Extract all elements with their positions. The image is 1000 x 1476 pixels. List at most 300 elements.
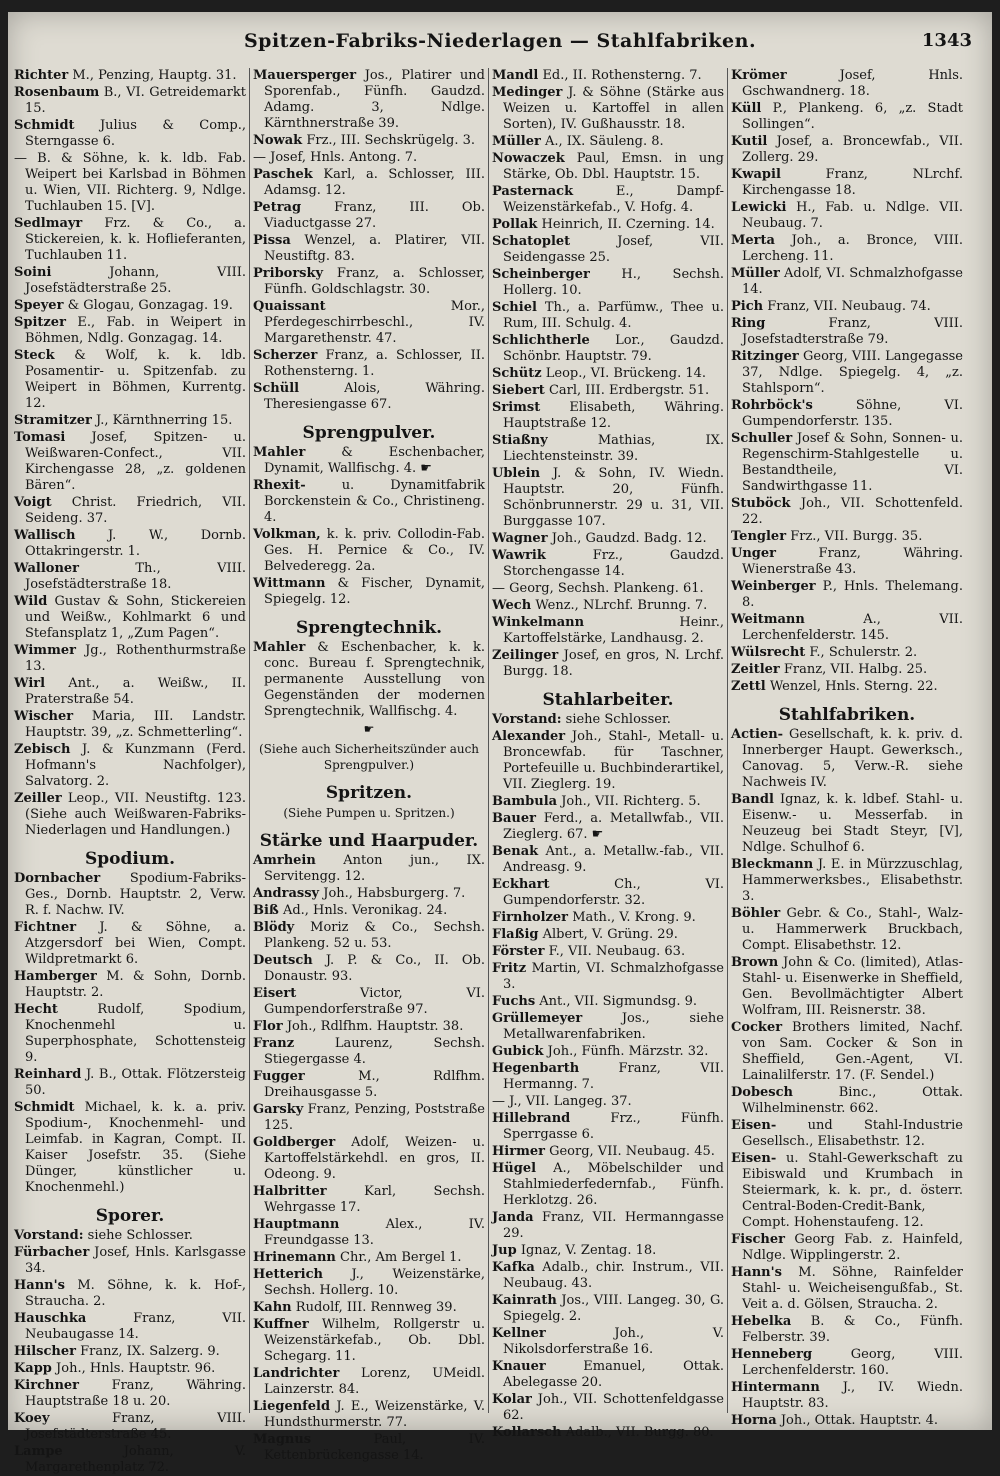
directory-entry	[253, 1317, 485, 1365]
entry-details: J. & Söhne, a. Atzgersdorf bei Wien, Compt. Wildpretmarkt 6.	[25, 920, 246, 967]
directory-entry	[253, 233, 485, 265]
entry-details: Franz, VII. Hermanng. 7.	[503, 1061, 724, 1092]
entry-name: Schuller	[731, 431, 793, 446]
entry-details: M. & Sohn, Dornb. Hauptstr. 2.	[25, 969, 246, 1000]
entry-details: A., VII. Lerchenfelderstr. 145.	[742, 612, 963, 643]
entry-details: Josef, VII. Seidengasse 25.	[503, 234, 724, 265]
entry-name: Eisen-	[731, 1118, 777, 1133]
entry-details: Christ. Friedrich, VII. Seideng. 37.	[25, 495, 246, 526]
entry-name: Förster	[492, 944, 545, 959]
entry-details: E., Dampf-Weizenstärkefab., V. Hofg. 4.	[503, 184, 724, 215]
entry-details: Söhne, VI. Gumpendorferstr. 135.	[742, 398, 963, 429]
entry-details: Joh., a. Bronce, VIII. Lercheng. 11.	[742, 233, 963, 264]
directory-entry	[14, 1311, 246, 1343]
entry-details: Mathias, IX. Liechtensteinstr. 39.	[503, 433, 724, 464]
entry-details: Adolf, VI. Schmalzhofgasse 14.	[742, 266, 963, 297]
directory-entry	[731, 1413, 963, 1429]
entry-name: Biß	[253, 903, 279, 918]
directory-entry	[253, 348, 485, 380]
entry-name: Flor	[253, 1019, 283, 1034]
section-heading: Spodium.	[84, 849, 176, 869]
entry-name: Pich	[731, 299, 764, 314]
directory-entry	[492, 615, 724, 647]
directory-entry	[492, 366, 724, 382]
entry-details: Joh., Rdlfhm. Hauptstr. 38.	[286, 1019, 464, 1034]
entry-name: Voigt	[14, 495, 52, 510]
entry-details: H., Fab. u. Ndlge. VII. Neubaug. 7.	[742, 200, 963, 231]
entry-details: Joh., VII. Richterg. 5.	[561, 794, 701, 809]
entry-details: J., Kärnthnerring 15.	[96, 413, 233, 428]
entry-name: Wawrik	[492, 548, 546, 563]
directory-entry	[253, 266, 485, 298]
directory-entry	[492, 927, 724, 943]
entry-details: Leop., VI. Brückeng. 14.	[545, 366, 707, 381]
entry-name: Scheinberger	[492, 267, 590, 282]
directory-entry	[492, 1326, 724, 1358]
entry-name: Hann's	[14, 1278, 65, 1293]
entry-name: Walloner	[14, 561, 80, 576]
entry-details: Spodium-Fabriks-Ges., Dornb. Hauptstr. 2, Verw. R. f. Nachw. IV.	[25, 871, 246, 918]
directory-entry	[492, 994, 724, 1010]
entry-name: Mauersperger	[253, 68, 357, 83]
section-heading: Stahlarbeiter.	[542, 690, 674, 710]
entry-name: Weitmann	[731, 612, 805, 627]
column-rule	[249, 68, 250, 1413]
entry-details: Frz. & Co., a. Stickereien, k. k. Hoflieferanten, Tuchlauben 11.	[25, 216, 246, 263]
entry-name: Magnus	[253, 1432, 312, 1447]
directory-entry	[731, 134, 963, 166]
entry-name: Bauer	[492, 811, 536, 826]
entry-name: Mahler	[253, 445, 306, 460]
entry-details: & Glogau, Gonzagag. 19.	[67, 298, 233, 313]
section-heading: Stärke und Haarpuder.	[259, 831, 479, 851]
entry-details: & Eschenbacher, k. k. conc. Bureau f. Sprengtechnik, permanente Ausstellung von Gegenständen der modernen Sprengtechnik, Wallfischg. 4.	[264, 640, 485, 719]
entry-details: Wenzel, a. Platirer, VII. Neustiftg. 83.	[264, 233, 485, 264]
entry-name: Reinhard	[14, 1067, 82, 1082]
entry-details: Rudolf, III. Rennweg 39.	[295, 1300, 457, 1315]
directory-entry	[731, 662, 963, 678]
directory-entry	[731, 579, 963, 611]
entry-details: Joh., Fünfh. Märzstr. 32.	[547, 1044, 709, 1059]
directory-entry	[253, 1102, 485, 1134]
entry-name: Pollak	[492, 217, 538, 232]
entry-details: Elisabeth, Währing. Hauptstraße 12.	[503, 400, 724, 431]
entry-name: Lampe	[14, 1444, 63, 1459]
entry-name: Eisert	[253, 986, 297, 1001]
entry-details: Georg, VIII. Langegasse 37, Ndlge. Spiegelg. 4, „z. Stahlsporn“.	[742, 349, 963, 396]
entry-name: Kafka	[492, 1260, 535, 1275]
directory-entry	[731, 200, 963, 232]
entry-details: Josef, Hnls. Gschwandnerg. 18.	[742, 68, 963, 99]
entry-details: Ant., a. Metallw.-fab., VII. Andreasg. 9.	[503, 844, 724, 875]
cross-reference-note: ☛	[363, 722, 375, 736]
directory-entry	[731, 233, 963, 265]
cross-reference-note: (Siehe auch Sicherheitszünder auch Sprengpulver.)	[258, 742, 480, 772]
entry-details: P., Hnls. Thelemang. 8.	[742, 579, 963, 610]
directory-entry	[492, 1359, 724, 1391]
entry-details: — Josef, Hnls. Antong. 7.	[253, 150, 418, 165]
entry-name: Knauer	[492, 1359, 546, 1374]
entry-details: Wenz., NLrchf. Brunng. 7.	[535, 598, 708, 613]
entry-details: Adalb., VII. Burgg. 80.	[565, 1425, 714, 1440]
entry-name: Kollarsch	[492, 1425, 562, 1440]
entry-name: Merta	[731, 233, 775, 248]
directory-entry	[492, 548, 724, 580]
section-heading: Stahlfabriken.	[778, 705, 916, 725]
directory-entry	[492, 1243, 724, 1259]
entry-details: Franz, VII. Neubaugasse 14.	[25, 1311, 246, 1342]
entry-details: Adolf, Weizen- u. Kartoffelstärkehdl. en gros, II. Odeong. 9.	[264, 1135, 485, 1182]
directory-entry	[492, 184, 724, 216]
entry-name: Zeilinger	[492, 648, 559, 663]
entry-name: Quaissant	[253, 299, 326, 314]
entry-name: Amrhein	[253, 853, 316, 868]
directory-entry	[731, 266, 963, 298]
entry-name: Firnholzer	[492, 910, 569, 925]
entry-details: Franz, VII. Neubaug. 74.	[767, 299, 931, 314]
entry-details: Ed., II. Rothensterng. 7.	[542, 68, 702, 83]
entry-name: Garsky	[253, 1102, 304, 1117]
entry-name: Kolar	[492, 1392, 532, 1407]
entry-details: J. & Sohn, IV. Wiedn. Hauptstr. 20, Fünfh. Schönbrunnerstr. 29 u. 31, VII. Burggasse 107.	[503, 466, 724, 529]
directory-entry	[14, 430, 246, 494]
entry-details: Jg., Rothenthurmstraße 13.	[25, 643, 246, 674]
column-2	[253, 68, 486, 1463]
entry-name: Wallisch	[14, 528, 76, 543]
entry-name: Hegenbarth	[492, 1061, 580, 1076]
entry-details: M. Söhne, k. k. Hof-, Straucha. 2.	[25, 1278, 246, 1309]
section-heading: Sporer.	[95, 1206, 165, 1226]
entry-name: Sedlmayr	[14, 216, 83, 231]
entry-details: Franz, a. Schlosser, Fünfh. Goldschlagstr. 30.	[264, 266, 486, 297]
entry-details: J., IV. Wiedn. Hauptstr. 83.	[742, 1380, 963, 1411]
directory-entry	[253, 1135, 485, 1183]
entry-details: & Eschenbacher, Dynamit, Wallfischg. 4. ☛	[264, 445, 485, 476]
entry-details: Carl, III. Erdbergstr. 51.	[548, 383, 710, 398]
entry-name: Fugger	[253, 1069, 305, 1084]
entry-name: Hillebrand	[492, 1111, 571, 1126]
entry-name: Wülsrecht	[731, 645, 806, 660]
directory-entry	[14, 871, 246, 919]
entry-details: Ignaz, k. k. ldbef. Stahl- u. Eisenw.- u. Messerfab. in Neuzeug bei Stadt Steyr, [V], Ndlge. Schulhof 6.	[742, 792, 963, 855]
entry-details: Paul, Emsn. in ung Stärke, Ob. Dbl. Hauptstr. 15.	[503, 151, 724, 182]
entry-name: Vorstand:	[492, 712, 562, 727]
directory-entry	[492, 729, 724, 793]
entry-name: Rhexit-	[253, 478, 306, 493]
entry-name: Dobesch	[731, 1085, 793, 1100]
directory-entry	[492, 581, 724, 597]
directory-entry	[731, 316, 963, 348]
directory-entry	[14, 561, 246, 593]
directory-entry	[253, 903, 485, 919]
entry-details: B. & Co., Fünfh. Felberstr. 39.	[742, 1314, 963, 1345]
cross-reference-note: (Siehe Pumpen u. Spritzen.)	[283, 806, 455, 820]
entry-name: Hauschka	[14, 1311, 87, 1326]
directory-entry	[492, 68, 724, 84]
entry-details: A., IX. Säuleng. 8.	[544, 134, 664, 149]
entry-name: Petrag	[253, 200, 302, 215]
entry-details: Georg Fab. z. Hainfeld, Ndlge. Wipplingerstr. 2.	[742, 1232, 963, 1263]
entry-details: Karl, a. Schlosser, III. Adamsg. 12.	[264, 167, 485, 198]
entry-name: Deutsch	[253, 953, 313, 968]
entry-details: Wenzel, Hnls. Sterng. 22.	[769, 679, 938, 694]
entry-details: Brothers limited, Nachf. von Sam. Cocker & Son in Sheffield, Gen.-Agent, VI. Lainalilferstr. 17. (F. Sendel.)	[742, 1020, 964, 1083]
entry-details: Franz, VII. Halbg. 25.	[783, 662, 928, 677]
entry-name: Schatoplet	[492, 234, 571, 249]
entry-details: Joh., Gaudzd. Badg. 12.	[551, 531, 707, 546]
entry-name: Kellner	[492, 1326, 546, 1341]
directory-entry	[492, 1392, 724, 1424]
entry-name: Speyer	[14, 298, 64, 313]
directory-entry	[14, 85, 246, 117]
entry-name: Stiaßny	[492, 433, 548, 448]
entry-name: Alexander	[492, 729, 566, 744]
entry-details: J. E. in Mürzzuschlag, Hammerwerksbes., Elisabethstr. 3.	[742, 857, 963, 904]
entry-name: Wimmer	[14, 643, 76, 658]
directory-entry	[14, 1245, 246, 1277]
entry-details: — J., VII. Langeg. 37.	[492, 1094, 632, 1109]
entry-name: Hann's	[731, 1265, 782, 1280]
directory-entry	[731, 1118, 963, 1150]
entry-name: Grüllemeyer	[492, 1011, 583, 1026]
directory-entry	[253, 167, 485, 199]
directory-entry	[14, 1002, 246, 1066]
entry-name: Kahn	[253, 1300, 292, 1315]
entry-details: Franz, VII. Hermanngasse 29.	[503, 1210, 724, 1241]
directory-entry	[14, 495, 246, 527]
entry-details: Adalb., chir. Instrum., VII. Neubaug. 43.	[503, 1260, 724, 1291]
entry-name: Wirl	[14, 676, 46, 691]
directory-entry	[253, 1366, 485, 1398]
directory-entry	[253, 1184, 485, 1216]
directory-entry	[492, 794, 724, 810]
directory-entry	[253, 853, 485, 885]
entry-name: Fritz	[492, 961, 527, 976]
entry-details: Joh., V. Nikolsdorferstraße 16.	[503, 1326, 724, 1357]
entry-details: Binc., Ottak. Wilhelminenstr. 662.	[742, 1085, 963, 1116]
entry-details: — Georg, Sechsh. Plankeng. 61.	[492, 581, 704, 596]
entry-name: Tomasi	[14, 430, 66, 445]
directory-entry	[492, 234, 724, 266]
entry-details: M. Söhne, Rainfelder Stahl- u. Weicheisengußfab., St. Veit a. d. Gölsen, Straucha. 2.	[742, 1265, 963, 1312]
column-rule	[727, 68, 728, 1413]
entry-details: J. P. & Co., II. Ob. Donaustr. 93.	[264, 953, 485, 984]
entry-name: Hebelka	[731, 1314, 792, 1329]
entry-details: J. E., Weizenstärke, V. Hundsthurmerstr. 77.	[264, 1399, 485, 1430]
directory-entry	[731, 68, 963, 100]
section-heading: Sprengpulver.	[302, 423, 436, 443]
entry-name: Nowaczek	[492, 151, 565, 166]
entry-details: Lor., Gaudzd. Schönbr. Hauptstr. 79.	[503, 333, 724, 364]
entry-details: M., Penzing, Hauptg. 31.	[72, 68, 237, 83]
entry-name: Scherzer	[253, 348, 318, 363]
directory-entry	[731, 546, 963, 578]
entry-name: Wech	[492, 598, 532, 613]
entry-details: Leop., VII. Neustiftg. 123. (Siehe auch Weißwaren-Fabriks-Niederlagen und Handlungen.)	[25, 791, 247, 838]
directory-entry	[492, 1044, 724, 1060]
entry-name: Zeitler	[731, 662, 780, 677]
entry-name: Hetterich	[253, 1267, 323, 1282]
entry-details: — B. & Söhne, k. k. ldb. Fab. Weipert bei Karlsbad in Böhmen u. Wien, VII. Richterg. 9, Ndlge. Tuchlauben 15. [V].	[14, 151, 246, 214]
entry-details: Ant., VII. Sigmundsg. 9.	[539, 994, 698, 1009]
entry-name: Kwapil	[731, 167, 781, 182]
directory-entry	[492, 844, 724, 876]
entry-details: Johann, V. Margarethenplatz 72.	[25, 1444, 246, 1475]
directory-entry	[253, 478, 485, 526]
entry-details: F., VII. Neubaug. 63.	[548, 944, 686, 959]
directory-entry	[492, 531, 724, 547]
entry-details: Chr., Am Bergel 1.	[340, 1250, 462, 1265]
entry-details: Frz., Gaudzd. Storchengasse 14.	[503, 548, 724, 579]
entry-details: Gesellschaft, k. k. priv. d. Innerberger Haupt. Gewerksch., Canovag. 5, Verw.-R. siehe Nachweis IV.	[742, 727, 963, 790]
directory-entry	[492, 85, 724, 133]
entry-details: Ferd., a. Metallwfab., VII. Zieglerg. 67. ☛	[503, 811, 724, 842]
entry-details: Math., V. Krong. 9.	[572, 910, 696, 925]
entry-name: Hauptmann	[253, 1217, 340, 1232]
entry-name: Hintermann	[731, 1380, 820, 1395]
entry-details: Joh., Habsburgerg. 7.	[323, 886, 466, 901]
entry-name: Soini	[14, 265, 52, 280]
entry-details: H., Sechsh. Hollerg. 10.	[503, 267, 724, 298]
entry-details: Th., VIII. Josefstädterstraße 18.	[25, 561, 246, 592]
entry-details: Joh., Ottak. Hauptstr. 4.	[780, 1413, 938, 1428]
entry-name: Liegenfeld	[253, 1399, 331, 1414]
directory-entry	[492, 300, 724, 332]
directory-entry	[14, 216, 246, 264]
directory-entry	[492, 151, 724, 183]
column-rule	[488, 68, 489, 1413]
column-1	[14, 68, 247, 1475]
directory-entry	[253, 1267, 485, 1299]
running-head: Spitzen-Fabriks-Niederlagen — Stahlfabriken.	[243, 30, 757, 52]
entry-details: & Fischer, Dynamit, Spiegelg. 12.	[264, 576, 485, 607]
directory-entry	[731, 398, 963, 430]
entry-name: Mahler	[253, 640, 306, 655]
directory-entry	[14, 348, 246, 412]
directory-entry	[253, 1019, 485, 1035]
entry-name: Benak	[492, 844, 539, 859]
entry-details: Emanuel, Ottak. Abelegasse 20.	[503, 1359, 724, 1390]
entry-name: Kutil	[731, 134, 768, 149]
entry-details: Ant., a. Weißw., II. Praterstraße 54.	[25, 676, 246, 707]
directory-entry	[14, 969, 246, 1001]
entry-name: Schlichtherle	[492, 333, 590, 348]
entry-name: Siebert	[492, 383, 545, 398]
directory-entry	[731, 1380, 963, 1412]
entry-name: Fuchs	[492, 994, 536, 1009]
section-heading: Spritzen.	[325, 783, 413, 803]
entry-details: Frz., III. Sechskrügelg. 3.	[306, 133, 476, 148]
entry-details: Joh., VII. Schottenfeld. 22.	[742, 496, 963, 527]
entry-details: Joh., Stahl-, Metall- u. Broncewfab. für Taschner, Portefeuille u. Buchbinderartikel, VII. Zieglerg. 19.	[503, 729, 724, 792]
entry-details: Ch., VI. Gumpendorferstr. 32.	[503, 877, 724, 908]
entry-name: Rosenbaum	[14, 85, 100, 100]
entry-name: Fürbacher	[14, 1245, 90, 1260]
directory-entry	[253, 886, 485, 902]
entry-name: Franz	[253, 1036, 295, 1051]
entry-details: u. Dynamitfabrik Borckenstein & Co., Christineng. 4.	[264, 478, 485, 525]
entry-details: Ad., Hnls. Veronikag. 24.	[282, 903, 448, 918]
entry-details: Franz, Währing. Hauptstraße 18 u. 20.	[25, 1378, 246, 1409]
entry-details: Joh., VII. Schottenfeldgasse 62.	[503, 1392, 724, 1423]
entry-name: Hrinemann	[253, 1250, 336, 1265]
directory-entry	[253, 381, 485, 413]
entry-name: Andrassy	[253, 886, 320, 901]
column-4	[731, 68, 964, 1428]
entry-name: Tengler	[731, 529, 787, 544]
entry-details: Frz., VII. Burgg. 35.	[790, 529, 923, 544]
directory-entry	[253, 1217, 485, 1249]
directory-entry	[731, 1314, 963, 1346]
directory-entry	[492, 466, 724, 530]
entry-name: Stuböck	[731, 496, 791, 511]
entry-name: Schmidt	[14, 118, 75, 133]
entry-name: Wagner	[492, 531, 548, 546]
entry-name: Landrichter	[253, 1366, 340, 1381]
directory-entry	[731, 857, 963, 905]
entry-details: & Wolf, k. k. ldb. Posamentir- u. Spitzenfab. zu Weipert in Böhmen, Kurrentg. 12.	[25, 348, 246, 411]
directory-entry	[492, 134, 724, 150]
directory-entry	[253, 1300, 485, 1316]
directory-entry	[731, 1347, 963, 1379]
directory-entry	[14, 1100, 246, 1196]
entry-details: Franz, a. Schlosser, II. Rothensterng. 1.	[264, 348, 485, 379]
entry-name: Müller	[731, 266, 780, 281]
entry-name: Unger	[731, 546, 776, 561]
entry-details: Georg, VII. Neubaug. 45.	[549, 1144, 715, 1159]
entry-details: J., Weizenstärke, Sechsh. Hollerg. 10.	[264, 1267, 485, 1298]
directory-entry	[731, 1020, 963, 1084]
entry-name: Hecht	[14, 1002, 58, 1017]
entry-name: Hirmer	[492, 1144, 545, 1159]
entry-name: Kuffner	[253, 1317, 309, 1332]
directory-entry	[14, 528, 246, 560]
directory-entry	[492, 1111, 724, 1143]
directory-entry	[14, 265, 246, 297]
entry-name: Horna	[731, 1413, 777, 1428]
directory-entry	[253, 445, 485, 477]
entry-name: Gubick	[492, 1044, 544, 1059]
directory-entry	[731, 727, 963, 791]
directory-entry	[14, 413, 246, 429]
entry-name: Bandl	[731, 792, 774, 807]
directory-entry	[492, 400, 724, 432]
entry-details: E., Fab. in Weipert in Böhmen, Ndlg. Gonzagag. 14.	[25, 315, 246, 346]
entry-name: Steck	[14, 348, 55, 363]
directory-entry	[253, 576, 485, 608]
directory-entry	[253, 150, 485, 166]
directory-entry	[14, 1344, 246, 1360]
entry-name: Flaßig	[492, 927, 539, 942]
directory-entry	[731, 955, 963, 1019]
entry-details: John & Co. (limited), Atlas-Stahl- u. Eisenwerke in Sheffield, Gen. Bevollmächtigter Albert Wolfram, III. Reisnerstr. 38.	[742, 955, 963, 1018]
page-number: 1343	[921, 30, 972, 51]
directory-entry	[253, 1036, 485, 1068]
entry-name: Medinger	[492, 85, 563, 100]
directory-entry	[731, 1085, 963, 1117]
entry-details: J. & Söhne (Stärke aus Weizen u. Kartoffel in allen Sorten), IV. Gußhausstr. 18.	[503, 85, 724, 132]
entry-name: Kirchner	[14, 1378, 80, 1393]
directory-entry	[253, 1432, 485, 1464]
directory-entry	[253, 1250, 485, 1266]
entry-details: Franz, Penzing, Poststraße 125.	[264, 1102, 485, 1133]
entry-details: J. W., Dornb. Ottakringerstr. 1.	[25, 528, 246, 559]
entry-name: Schmidt	[14, 1100, 75, 1115]
entry-name: Kapp	[14, 1361, 52, 1376]
entry-details: Jos., Platirer und Sporenfab., Fünfh. Gaudzd. Adamg. 3, Ndlge. Kärnthnerstraße 39.	[264, 68, 485, 131]
entry-name: Müller	[492, 134, 541, 149]
entry-details: Franz, VIII. Josefstädterstraße 45.	[25, 1411, 246, 1442]
